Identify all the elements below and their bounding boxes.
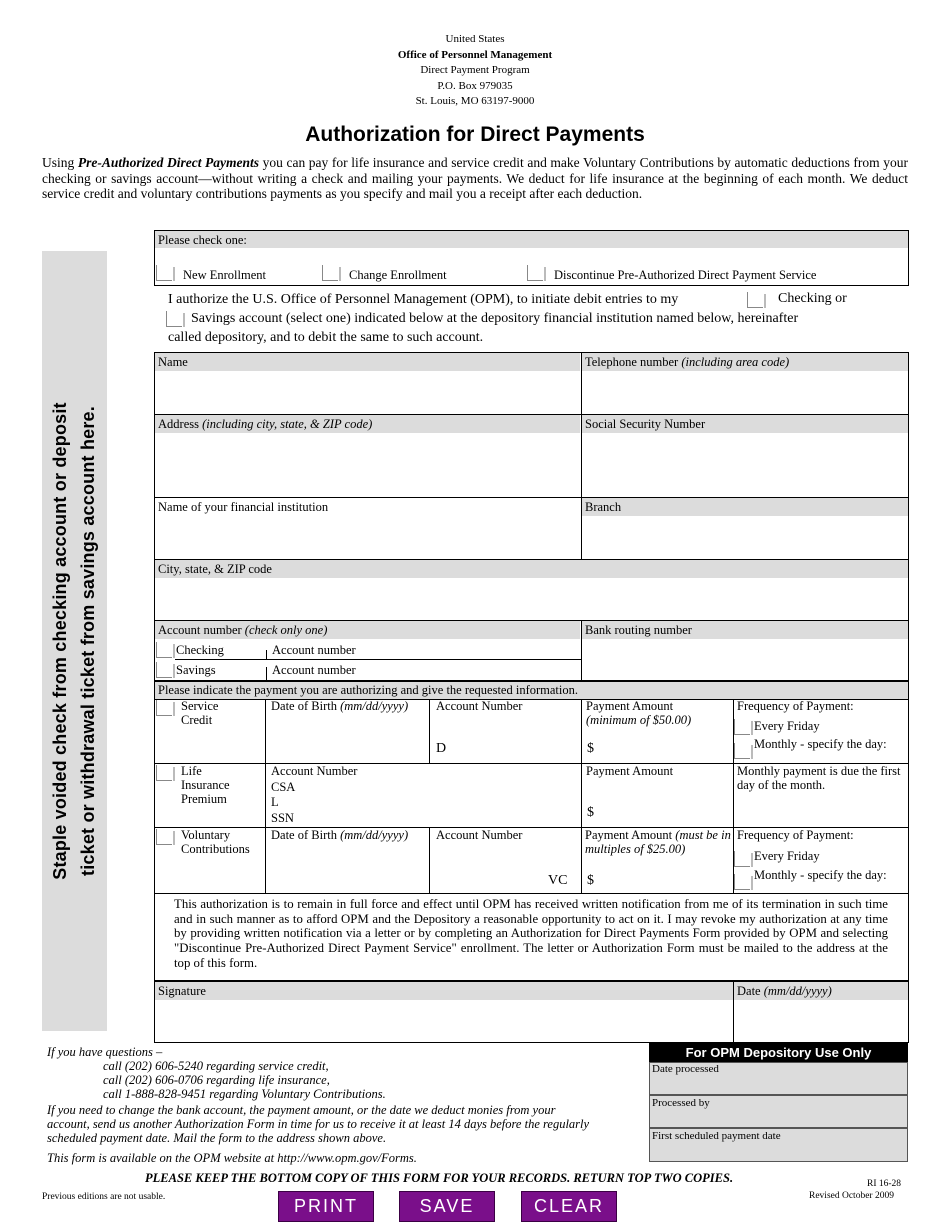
name-field[interactable] [155,372,580,413]
change-enrollment-checkbox[interactable] [322,265,338,281]
life-insurance-checkbox[interactable] [156,765,172,781]
account-number-text: Account number [158,623,245,637]
phone-life-insurance: call (202) 606-0706 regarding life insurance, [103,1073,330,1087]
telephone-label-text: Telephone number [585,355,682,369]
header-line-2: Office of Personnel Management [397,48,553,61]
payment-prompt: Please indicate the payment you are authorizing and give the requested information. [155,682,908,699]
life-account-field[interactable] [300,780,580,826]
service-credit-label [181,699,218,727]
form-title: Authorization for Direct Payments [305,123,645,146]
row-rule [175,659,581,660]
processed-by-label: Processed by [652,1097,710,1109]
save-button[interactable]: SAVE [399,1191,495,1222]
branch-field[interactable] [582,517,908,558]
authorize-line-3: called depository, and to debit the same to such account. [168,330,484,345]
service-monthly-label: Monthly - specify the day: [754,737,887,751]
date-field[interactable] [734,1001,908,1042]
new-enrollment-label: New Enrollment [183,268,266,282]
terms-text: This authorization is to remain in full force and effect until OPM has received written notification from me of its termination in such time and in such manner as to afford OPM and the Depository a reasonable opportunity to act on it. I may revoke my authorization at any time by providing written notification via a letter or by completing an Authorization for Direct Payments Form provided by OPM and selecting "Discontinue Pre-Authorized Direct Payment Service" enrollment. The letter or Authorization Form must be mailed to the address at the top of this form. [174,897,888,970]
staple-area [42,251,107,1031]
savings-account-label: Savings [176,663,216,677]
voluntary-checkbox[interactable] [156,829,172,845]
voluntary-account-suffix: VC [548,873,568,888]
routing-field[interactable] [582,640,908,680]
date-format: (mm/dd/yyyy) [763,984,832,998]
life-l-prefix: L [271,795,279,809]
voluntary-dob-text: Date of Birth [271,828,341,842]
first-payment-label: First scheduled payment date [652,1130,781,1142]
voluntary-dob-format: (mm/dd/yyyy) [340,828,409,842]
service-monthly-checkbox[interactable] [734,743,750,759]
signature-label: Signature [155,982,733,1000]
phone-service-credit: call (202) 606-5240 regarding service credit, [103,1059,329,1073]
discontinue-label: Discontinue Pre-Authorized Direct Payment Service [554,268,817,282]
name-label: Name [155,353,580,371]
checking-label: Checking or [778,291,847,306]
checking-checkbox[interactable] [747,292,763,308]
header-line-5: St. Louis, MO 63197-9000 [415,95,535,107]
voluntary-amount-text: Payment Amount [585,828,676,842]
service-credit-line-2: Credit [181,713,213,727]
routing-label: Bank routing number [582,621,908,639]
service-amount-label [586,699,691,727]
voluntary-dob-field[interactable] [266,845,429,892]
grid-divider [154,893,909,894]
voluntary-monthly-checkbox[interactable] [734,874,750,890]
voluntary-line-2: Contributions [181,842,250,856]
voluntary-dollar-sign: $ [587,873,594,888]
revision-date: Revised October 2009 [809,1191,894,1201]
address-label [155,415,580,433]
checking-account-checkbox[interactable] [156,642,172,658]
account-number-label [155,621,580,639]
service-dollar-sign: $ [587,741,594,756]
new-enrollment-checkbox[interactable] [156,265,172,281]
life-ssn-prefix: SSN [271,810,294,825]
service-friday-checkbox[interactable] [734,719,750,735]
phone-voluntary: call 1-888-828-9451 regarding Voluntary Contributions. [103,1087,386,1101]
service-credit-checkbox[interactable] [156,700,172,716]
date-label-text: Date [737,984,764,998]
voluntary-friday-checkbox[interactable] [734,851,750,867]
service-credit-line-1: Service [181,699,219,713]
ssn-label: Social Security Number [582,415,908,433]
print-button[interactable]: PRINT [278,1191,374,1222]
voluntary-account-field[interactable] [430,845,545,892]
life-line-1: Life [181,764,202,778]
account-note: (check only one) [244,623,328,637]
voluntary-friday-label: Every Friday [754,849,820,863]
header-line-1: United States [445,33,505,45]
previous-editions-note: Previous editions are not usable. [42,1192,166,1202]
institution-field[interactable] [155,517,580,558]
checking-account-label: Checking [176,643,224,657]
voluntary-amount-field[interactable] [600,862,732,892]
grid-divider [581,699,582,893]
voluntary-account-label: Account Number [436,828,523,842]
checking-account-number-label: Account number [272,643,356,657]
savings-account-number-label: Account number [272,663,356,677]
date-label [734,982,908,1000]
life-amount-field[interactable] [600,794,732,826]
row-tick [266,667,267,680]
life-due-note: Monthly payment is due the first day of the month. [737,764,901,792]
telephone-label [582,353,908,371]
date-processed-label: Date processed [652,1063,719,1075]
voluntary-frequency-label: Frequency of Payment: [737,828,854,842]
service-friday-label: Every Friday [754,719,820,733]
website-note: This form is available on the OPM website at http://www.opm.gov/Forms. [47,1151,417,1165]
service-dob-field[interactable] [266,716,429,762]
life-account-text: Account Number [271,764,358,778]
service-frequency-label: Frequency of Payment: [737,699,854,713]
life-line-3: Premium [181,792,227,806]
institution-label: Name of your financial institution [155,498,580,516]
voluntary-line-1: Voluntary [181,828,231,842]
opm-use-heading: For OPM Depository Use Only [649,1043,908,1062]
address-label-text: Address [158,417,203,431]
header-line-4: P.O. Box 979035 [437,79,513,92]
agency-header [0,32,950,110]
authorize-line-1: I authorize the U.S. Office of Personnel Management (OPM), to initiate debit entries to my [168,292,679,307]
service-amount-text: Payment Amount [586,699,674,713]
voluntary-amount-note: (must be in multiples of $25.00) [585,828,731,856]
savings-account-number-field[interactable] [350,661,580,680]
header-line-3: Direct Payment Program [420,64,530,76]
service-amount-note: (minimum of $50.00) [586,713,692,727]
ssn-field[interactable] [582,434,908,496]
telephone-note: (including area code) [681,355,790,369]
voluntary-label [181,828,250,856]
questions-intro: If you have questions – [47,1045,163,1059]
intro-rest: you can pay for life insurance and service credit and make Voluntary Contributions by automatic deductions from your checking or savings account—without writing a check and mailing your payments. We deduct for life insurance at the beginning of each month. We deduct service credit and voluntary contributions payments as you specify and mail you a receipt after each deduction. [42,155,909,201]
discontinue-checkbox[interactable] [527,265,543,281]
service-account-label: Account Number [436,699,523,713]
phone-list [103,1059,386,1101]
address-note: (including city, state, & ZIP code) [202,417,373,431]
voluntary-dob-label [271,828,408,842]
enrollment-prompt: Please check one: [155,231,908,248]
service-account-prefix: D [436,741,447,756]
staple-line-1: Staple voided check from checking account or deposit [50,402,70,880]
address-field[interactable] [155,434,580,496]
life-csa-prefix: CSA [271,779,296,794]
life-insurance-label [181,764,230,806]
service-dob-text: Date of Birth [271,699,341,713]
intro-lead: Using [42,155,78,170]
life-line-2: Insurance [181,778,230,792]
service-amount-field[interactable] [600,730,732,762]
intro-paragraph [42,155,908,202]
service-dob-label [271,699,408,713]
voluntary-monthly-label: Monthly - specify the day: [754,868,887,882]
service-account-field[interactable] [450,716,580,762]
city-field[interactable] [155,579,908,619]
grid-divider [429,699,430,763]
form-number: RI 16-28 [867,1179,902,1189]
savings-label: Savings account (select one) indicated below at the depository financial institution named below, hereinafter [191,311,799,326]
service-dob-format: (mm/dd/yyyy) [340,699,409,713]
change-instructions: If you need to change the bank account, the payment amount, or the date we deduct monies from your account, send us another Authorization Form in time for us to receive it at least 14 days before the regularly scheduled payment date. Mail the form to the address shown above. [47,1103,590,1145]
branch-label: Branch [582,498,908,516]
staple-line-2: ticket or withdrawal ticket from savings account here. [78,406,98,876]
city-label: City, state, & ZIP code [155,560,908,578]
change-enrollment-label: Change Enrollment [349,268,447,282]
life-dollar-sign: $ [587,805,594,820]
clear-button[interactable]: CLEAR [521,1191,617,1222]
signature-field[interactable] [155,1001,733,1042]
intro-bold: Pre-Authorized Direct Payments [77,155,260,170]
telephone-field[interactable] [582,372,908,413]
staple-instructions [46,361,102,921]
savings-checkbox[interactable] [166,311,182,327]
keep-copy-note: PLEASE KEEP THE BOTTOM COPY OF THIS FORM FOR YOUR RECORDS. RETURN TOP TWO COPIES. [145,1171,734,1185]
checking-account-number-field[interactable] [350,640,580,659]
life-amount-label: Payment Amount [586,764,674,778]
savings-account-checkbox[interactable] [156,662,172,678]
voluntary-amount-label [585,828,731,856]
